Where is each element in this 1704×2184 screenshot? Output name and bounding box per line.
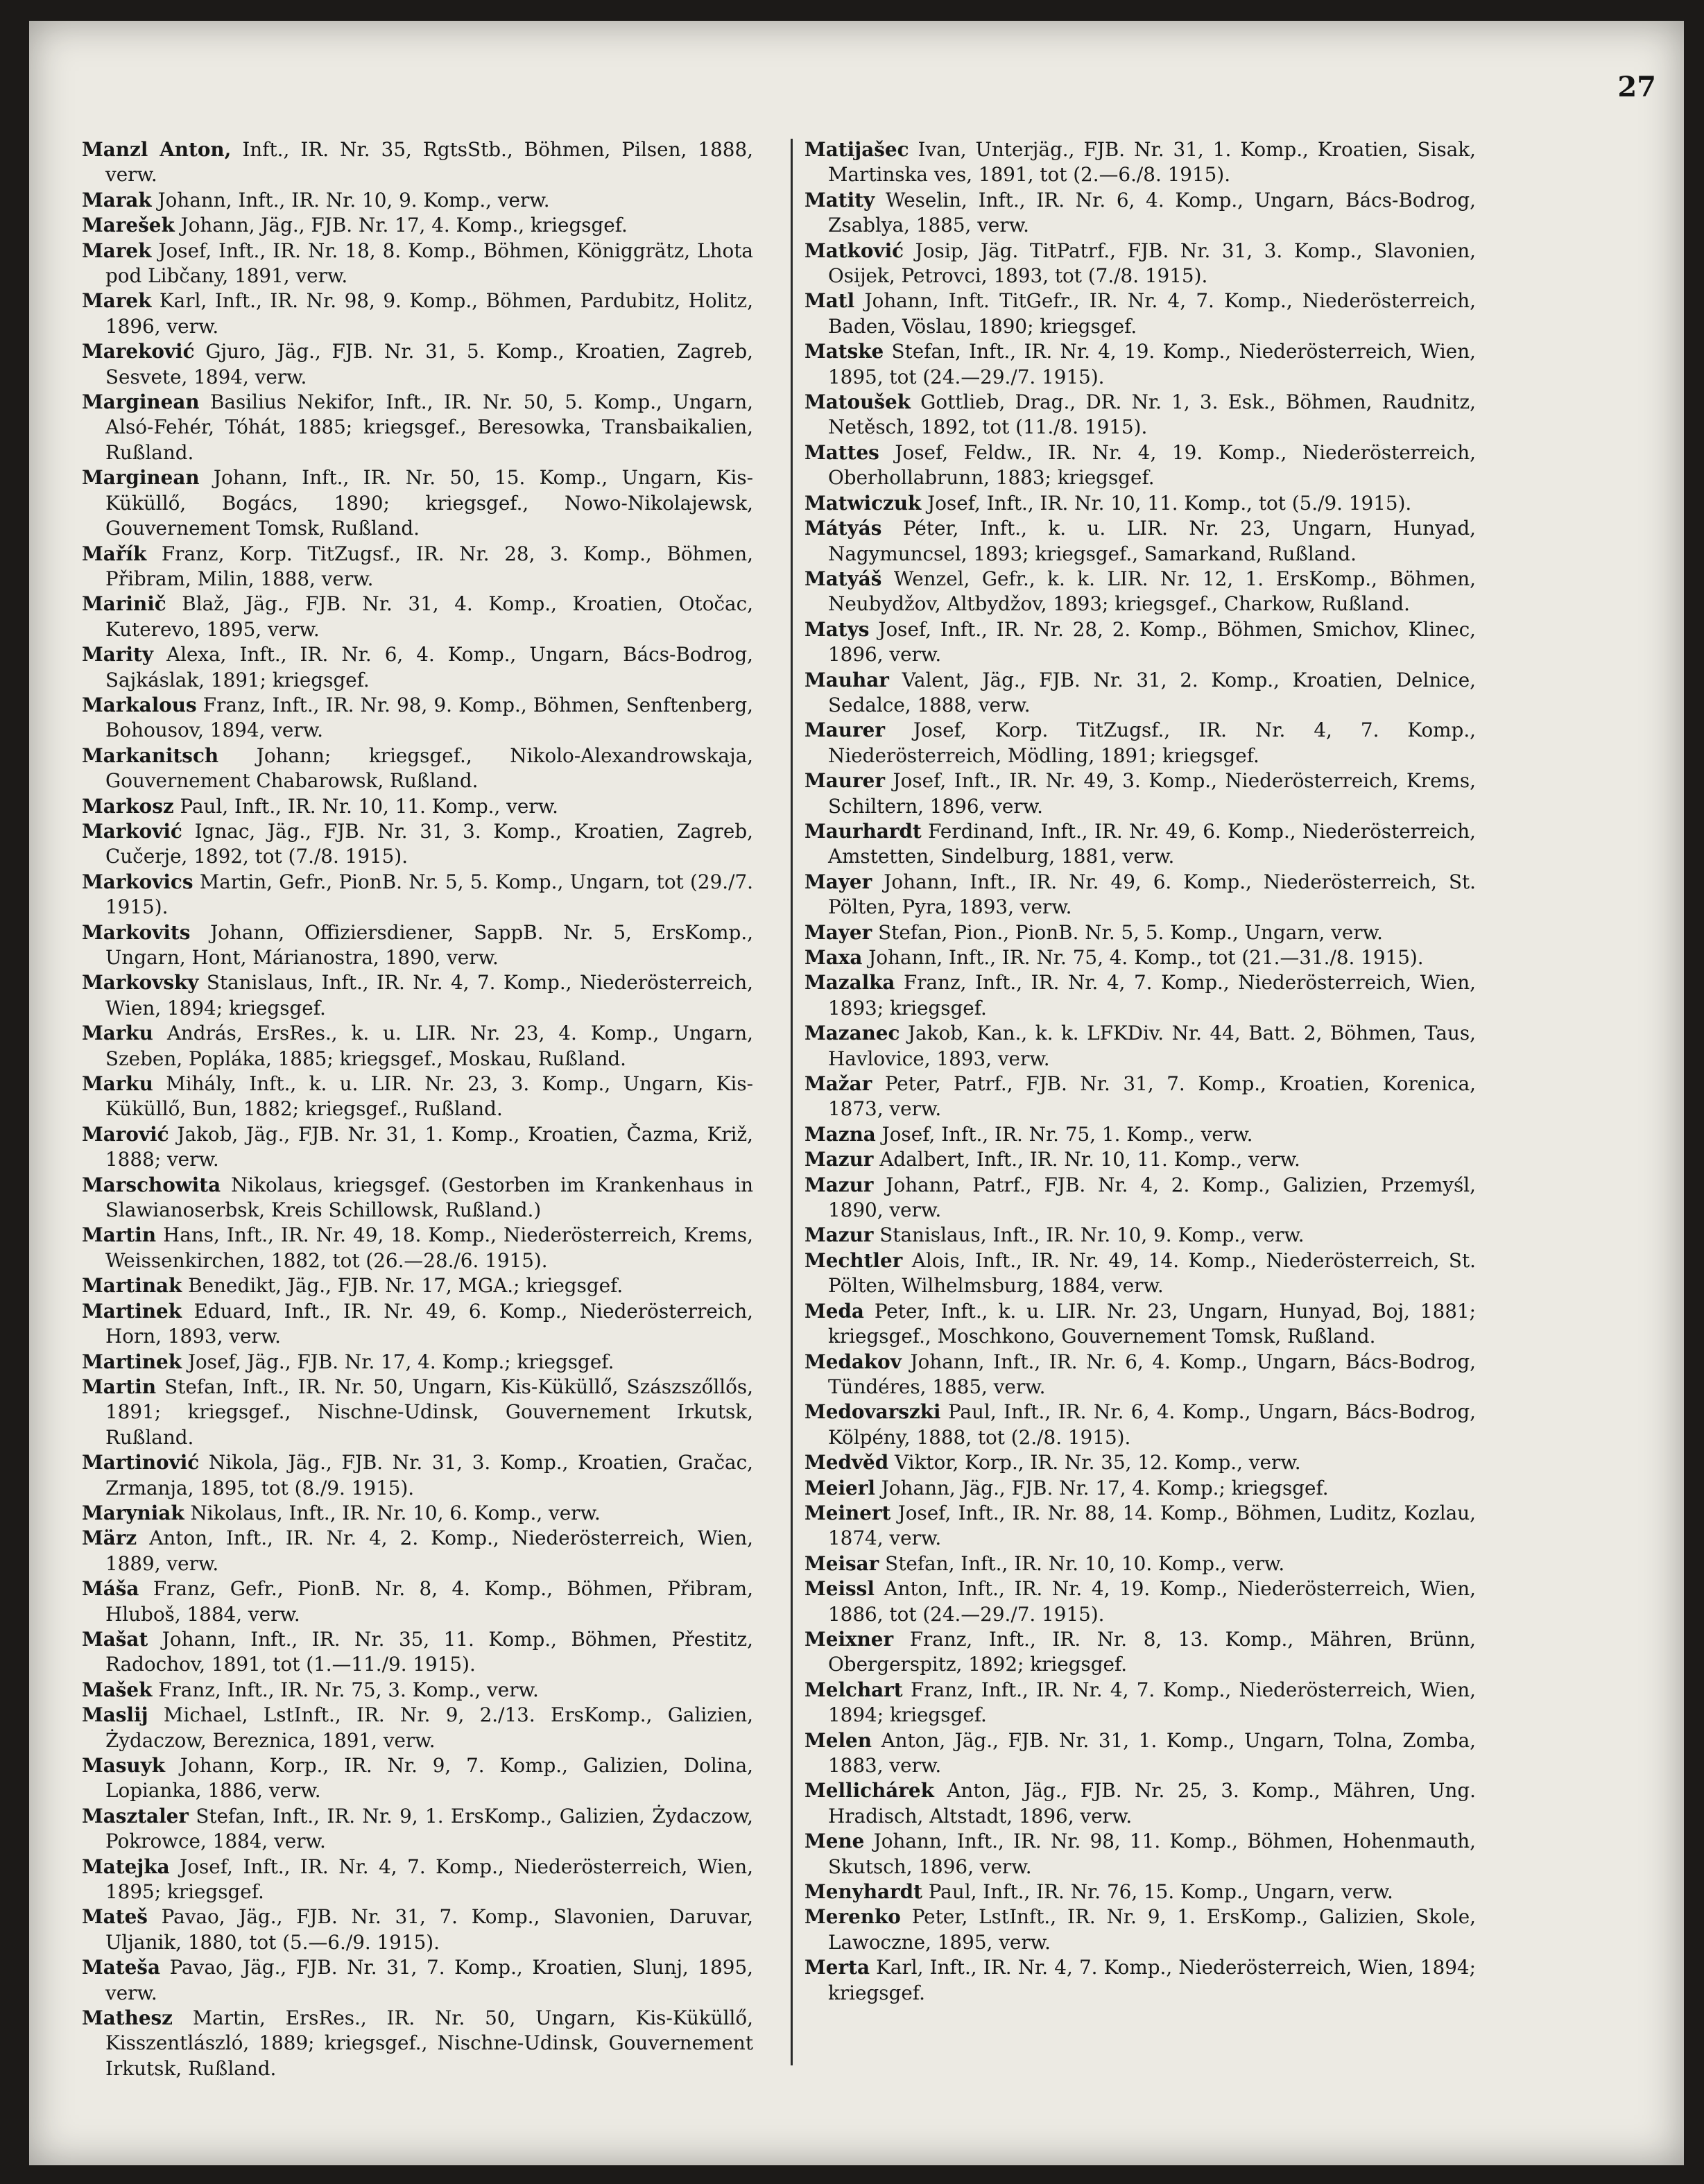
casualty-entry [804,1728,1476,1779]
casualty-entry [82,542,753,592]
entry-surname: Matković [804,239,904,262]
entry-surname: Marku [82,1022,153,1045]
casualty-entry [804,768,1476,819]
entry-details: Michael, LstInft., IR. Nr. 9, 2./13. ErsKomp., Galizien, Żydaczow, Bereznica, 1891, verw. [105,1703,753,1752]
entry-surname: Marak [82,188,152,212]
entry-details: Franz, Korp. TitZugsf., IR. Nr. 28, 3. Komp., Böhmen, Přibram, Milin, 1888, verw. [105,542,753,590]
page-number: 27 [1617,71,1656,103]
casualty-entry [804,188,1476,239]
casualty-entry [804,870,1476,920]
entry-details: Martin, ErsRes., IR. Nr. 50, Ungarn, Kis-Küküllő, Kisszentlászló, 1889; kriegsgef., Nischne-Udinsk, Gouvernement Irkutsk, Rußland. [105,2006,753,2080]
entry-details: Josef, Inft., IR. Nr. 4, 7. Komp., Niederösterreich, Wien, 1895; kriegsgef. [105,1855,753,1904]
entry-surname: Marku [82,1072,153,1096]
entry-surname: Marković [82,819,182,843]
casualty-entry [82,1375,753,1450]
entry-details: Stanislaus, Inft., IR. Nr. 10, 9. Komp., verw. [873,1223,1305,1247]
entry-surname: Mayer [804,920,872,944]
casualty-entry [82,1173,753,1223]
entry-surname: Mazanec [804,1022,900,1045]
entry-surname: Mažar [804,1072,872,1096]
entry-surname: Matwiczuk [804,491,922,515]
entry-surname: Meisar [804,1551,879,1575]
entry-details: Franz, Inft., IR. Nr. 4, 7. Komp., Niederösterreich, Wien, 1894; kriegsgef. [828,1678,1476,1727]
entry-details: Franz, Inft., IR. Nr. 4, 7. Komp., Niederösterreich, Wien, 1893; kriegsgef. [828,971,1476,1020]
casualty-entry [804,137,1476,188]
entry-surname: Mařík [82,542,147,565]
casualty-entry [804,668,1476,719]
entry-surname: Marek [82,239,152,262]
casualty-entry [82,1450,753,1501]
casualty-entry [804,239,1476,289]
entry-details: Viktor, Korp., IR. Nr. 35, 12. Komp., verw. [888,1451,1301,1474]
entry-surname: Mazur [804,1173,874,1196]
entry-surname: Matity [804,188,875,212]
casualty-entry [804,1501,1476,1551]
entry-details: Josef, Inft., IR. Nr. 49, 3. Komp., Niederösterreich, Krems, Schiltern, 1896, verw. [828,769,1476,818]
entry-surname: Mechtler [804,1248,903,1272]
entry-details: Johann, Inft., IR. Nr. 98, 11. Komp., Böhmen, Hohenmauth, Skutsch, 1896, verw. [828,1830,1476,1878]
entry-surname: Manzl Anton, [82,138,232,161]
entry-details: Pavao, Jäg., FJB. Nr. 31, 7. Komp., Slavonien, Daruvar, Uljanik, 1880, tot (5.—6./9. 1915). [105,1905,753,1954]
entry-details: Péter, Inft., k. u. LIR. Nr. 23, Ungarn, Hunyad, Nagymuncsel, 1893; kriegsgef., Samarkand, Rußland. [828,517,1476,565]
entry-surname: Masztaler [82,1804,189,1828]
entry-details: Josef, Feldw., IR. Nr. 4, 19. Komp., Niederösterreich, Oberhollabrunn, 1883; kriegsgef. [828,440,1476,490]
entry-details: Johann, Patrf., FJB. Nr. 4, 2. Komp., Galizien, Przemyśl, 1890, verw. [828,1173,1476,1222]
entry-details: Martin, Gefr., PionB. Nr. 5, 5. Komp., Ungarn, tot (29./7. 1915). [105,870,753,919]
entry-details: Anton, Jäg., FJB. Nr. 25, 3. Komp., Mähren, Ung. Hradisch, Altstadt, 1896, verw. [828,1779,1476,1828]
entry-details: Karl, Inft., IR. Nr. 4, 7. Komp., Niederösterreich, Wien, 1894; kriegsgef. [828,1956,1476,2004]
entry-surname: Meda [804,1299,864,1323]
entry-surname: Martin [82,1375,157,1398]
entry-surname: Mazalka [804,971,895,995]
entry-details: Gottlieb, Drag., DR. Nr. 1, 3. Esk., Böhmen, Raudnitz, Netěsch, 1892, tot (11./8. 1915). [828,390,1476,439]
casualty-entry [804,1678,1476,1728]
entry-surname: Matyáš [804,567,882,590]
entry-details: Pavao, Jäg., FJB. Nr. 31, 7. Komp., Kroatien, Slunj, 1895, verw. [105,1956,753,2004]
entry-surname: Matoušek [804,390,911,414]
entry-surname: Markanitsch [82,743,219,767]
entry-surname: Martinović [82,1451,200,1474]
entry-details: Inft., IR. Nr. 35, RgtsStb., Böhmen, Pilsen, 1888, verw. [105,138,753,187]
entry-details: Stefan, Pion., PionB. Nr. 5, 5. Komp., Ungarn, verw. [872,920,1383,944]
entry-details: Stanislaus, Inft., IR. Nr. 4, 7. Komp., Niederösterreich, Wien, 1894; kriegsgef. [105,971,753,1020]
entry-details: Johann, Inft., IR. Nr. 50, 15. Komp., Ungarn, Kis-Küküllő, Bogács, 1890; kriegsgef., Nowo-Nikolajewsk, Gouvernement Tomsk, Rußland. [105,466,753,540]
entry-details: Wenzel, Gefr., k. k. LIR. Nr. 12, 1. ErsKomp., Böhmen, Neubydžov, Altbydžov, 1893; kriegsgef., Charkow, Rußland. [828,567,1476,616]
entry-details: Franz, Inft., IR. Nr. 75, 3. Komp., verw. [152,1678,539,1701]
book-page [29,21,1684,2165]
entry-details: Anton, Inft., IR. Nr. 4, 19. Komp., Niederösterreich, Wien, 1886, tot (24.—29./7. 1915). [828,1577,1476,1626]
right-column [804,137,1476,2006]
casualty-entry [82,920,753,971]
casualty-entry [804,1880,1476,1904]
entry-surname: Martinak [82,1274,182,1298]
entry-surname: Marginean [82,466,200,490]
entry-surname: Mellichárek [804,1779,934,1803]
entry-details: Johann, Inft. TitGefr., IR. Nr. 4, 7. Komp., Niederösterreich, Baden, Vöslau, 1890; kriegsgef. [828,289,1476,338]
entry-details: Adalbert, Inft., IR. Nr. 10, 11. Komp., verw. [873,1148,1300,1171]
casualty-entry [804,1248,1476,1299]
entry-details: Jakob, Kan., k. k. LFKDiv. Nr. 44, Batt. 2, Böhmen, Taus, Havlovice, 1893, verw. [828,1022,1476,1070]
entry-surname: Mazur [804,1223,874,1247]
entry-surname: Mateša [82,1956,160,1979]
column-divider [791,139,793,2065]
entry-details: Stefan, Inft., IR. Nr. 4, 19. Komp., Niederösterreich, Wien, 1895, tot (24.—29./7. 1915). [828,340,1476,388]
entry-surname: März [82,1527,137,1550]
casualty-entry [82,1904,753,1955]
casualty-entry [804,1476,1476,1501]
entry-surname: Markovics [82,870,193,893]
entry-surname: Maurhardt [804,819,922,843]
casualty-entry [804,1576,1476,1627]
entry-surname: Mateš [82,1905,148,1929]
entry-details: Gjuro, Jäg., FJB. Nr. 31, 5. Komp., Kroatien, Zagreb, Sesvete, 1894, verw. [105,340,753,388]
entry-details: Eduard, Inft., IR. Nr. 49, 6. Komp., Niederösterreich, Horn, 1893, verw. [105,1299,753,1348]
entry-surname: Medakov [804,1350,902,1373]
entry-details: Karl, Inft., IR. Nr. 98, 9. Komp., Böhmen, Pardubitz, Holitz, 1896, verw. [105,289,753,338]
entry-surname: Mašek [82,1678,153,1701]
entry-surname: Mátyás [804,517,882,540]
entry-surname: Medovarszki [804,1400,941,1424]
casualty-entry [82,1501,753,1526]
entry-surname: Marešek [82,214,175,237]
entry-surname: Mašat [82,1627,148,1651]
entry-details: Stefan, Inft., IR. Nr. 50, Ungarn, Kis-Küküllő, Szászszőllős, 1891; kriegsgef., Nischne-Udinsk, Gouvernement Irkutsk, Rußland. [105,1375,753,1449]
entry-details: Josef, Jäg., FJB. Nr. 17, 4. Komp.; kriegsgef. [181,1350,614,1373]
entry-surname: Matijašec [804,138,909,161]
casualty-entry [804,1173,1476,1223]
entry-details: Josef, Inft., IR. Nr. 88, 14. Komp., Böhmen, Luditz, Kozlau, 1874, verw. [828,1501,1476,1550]
entry-surname: Martinek [82,1299,182,1323]
casualty-entry [82,1955,753,2006]
entry-details: Paul, Inft., IR. Nr. 10, 11. Komp., verw. [173,794,558,818]
entry-surname: Melen [804,1728,872,1752]
entry-details: Ignac, Jäg., FJB. Nr. 31, 3. Komp., Kroatien, Zagreb, Cučerje, 1892, tot (7./8. 1915). [105,819,753,868]
entry-details: Valent, Jäg., FJB. Nr. 31, 2. Komp., Kroatien, Delnice, Sedalce, 1888, verw. [828,668,1476,716]
casualty-entry [804,1829,1476,1880]
entry-surname: Meinert [804,1501,891,1524]
casualty-entry [804,491,1476,516]
casualty-entry [804,617,1476,668]
casualty-entry [82,2006,753,2081]
casualty-entry [82,693,753,743]
entry-surname: Mathesz [82,2006,173,2030]
entry-surname: Meixner [804,1627,894,1651]
casualty-entry [82,1576,753,1627]
casualty-entry [82,1753,753,1804]
casualty-entry [804,1021,1476,1072]
entry-surname: Mene [804,1830,865,1853]
casualty-entry [82,1299,753,1350]
casualty-entry [82,1273,753,1298]
casualty-entry [82,1627,753,1678]
entry-details: Stefan, Inft., IR. Nr. 9, 1. ErsKomp., Galizien, Żydaczow, Pokrowce, 1884, verw. [105,1804,753,1853]
casualty-entry [804,920,1476,945]
entry-surname: Medvěd [804,1451,889,1474]
casualty-entry [82,390,753,465]
entry-surname: Martin [82,1223,157,1247]
entry-details: Johann, Jäg., FJB. Nr. 17, 4. Komp.; kriegsgef. [875,1476,1329,1499]
entry-surname: Matys [804,617,870,641]
entry-details: Nikolaus, kriegsgef. (Gestorben im Krankenhaus in Slawianoserbsk, Kreis Schillowsk, Rußland.) [105,1173,753,1222]
casualty-entry [82,1526,753,1576]
entry-details: Johann, Inft., IR. Nr. 35, 11. Komp., Böhmen, Přestitz, Radochov, 1891, tot (1.—11./9. 1915). [105,1627,753,1676]
casualty-entry [804,1350,1476,1400]
entry-surname: Matejka [82,1855,170,1878]
entry-details: Ferdinand, Inft., IR. Nr. 49, 6. Komp., Niederösterreich, Amstetten, Sindelburg, 1881, verw. [828,819,1476,868]
casualty-entry [82,1021,753,1072]
entry-details: Franz, Inft., IR. Nr. 98, 9. Komp., Böhmen, Senftenberg, Bohousov, 1894, verw. [105,693,753,742]
casualty-entry [82,465,753,541]
entry-surname: Mazur [804,1148,874,1171]
entry-details: Josef, Inft., IR. Nr. 18, 8. Komp., Böhmen, Königgrätz, Lhota pod Libčany, 1891, verw. [105,239,753,288]
entry-details: Peter, LstInft., IR. Nr. 9, 1. ErsKomp., Galizien, Skole, Lawoczne, 1895, verw. [828,1905,1476,1954]
entry-surname: Marschowita [82,1173,221,1196]
entry-details: Josip, Jäg. TitPatrf., FJB. Nr. 31, 3. Komp., Slavonien, Osijek, Petrovci, 1893, tot (7./8. 1915). [828,239,1476,288]
casualty-entry [804,390,1476,440]
entry-surname: Martinek [82,1350,182,1373]
entry-details: Josef, Inft., IR. Nr. 28, 2. Komp., Böhmen, Smichov, Klinec, 1896, verw. [828,617,1476,667]
entry-surname: Marginean [82,390,200,414]
entry-details: Peter, Inft., k. u. LIR. Nr. 23, Ungarn, Hunyad, Boj, 1881; kriegsgef., Moschkono, Gouvernement Tomsk, Rußland. [828,1299,1476,1348]
entry-surname: Markalous [82,693,197,716]
entry-surname: Marinič [82,592,166,616]
casualty-entry [804,1299,1476,1350]
casualty-entry [804,339,1476,390]
entry-details: Johann, Jäg., FJB. Nr. 17, 4. Komp., kriegsgef. [174,214,628,237]
entry-details: Alexa, Inft., IR. Nr. 6, 4. Komp., Ungarn, Bács-Bodrog, Sajkáslak, 1891; kriegsgef. [105,643,753,691]
entry-details: Johann, Inft., IR. Nr. 49, 6. Komp., Niederösterreich, St. Pölten, Pyra, 1893, verw. [828,870,1476,919]
casualty-entry [82,1223,753,1273]
casualty-entry [82,743,753,794]
casualty-entry [804,1778,1476,1829]
casualty-entry [82,819,753,870]
entry-details: Johann, Inft., IR. Nr. 10, 9. Komp., verw. [151,188,550,212]
entry-details: Nikolaus, Inft., IR. Nr. 10, 6. Komp., verw. [184,1501,601,1524]
entry-details: Basilius Nekifor, Inft., IR. Nr. 50, 5. Komp., Ungarn, Alsó-Fehér, Tóhát, 1885; kriegsgef., Beresowka, Transbaikalien, Rußland. [105,390,753,464]
casualty-entry [804,516,1476,567]
casualty-entry [82,188,753,213]
entry-surname: Maslij [82,1703,148,1727]
entry-surname: Meissl [804,1577,875,1601]
entry-details: Josef, Inft., IR. Nr. 75, 1. Komp., verw. [875,1122,1253,1146]
entry-details: Nikola, Jäg., FJB. Nr. 31, 3. Komp., Kroatien, Gračac, Zrmanja, 1895, tot (8./9. 1915). [105,1451,753,1499]
entry-details: Ivan, Unterjäg., FJB. Nr. 31, 1. Komp., Kroatien, Sisak, Martinska ves, 1891, tot (2.—6./8. 1915). [828,138,1476,187]
entry-surname: Marity [82,643,153,667]
entry-surname: Marek [82,289,152,313]
entry-surname: Máša [82,1577,139,1601]
casualty-entry [804,1904,1476,1955]
entry-details: Alois, Inft., IR. Nr. 49, 14. Komp., Niederösterreich, St. Pölten, Wilhelmsburg, 1884, verw. [828,1248,1476,1298]
entry-details: Anton, Jäg., FJB. Nr. 31, 1. Komp., Ungarn, Tolna, Zomba, 1883, verw. [828,1728,1476,1777]
entry-surname: Meierl [804,1476,875,1499]
left-column [82,137,753,2081]
entry-details: András, ErsRes., k. u. LIR. Nr. 23, 4. Komp., Ungarn, Szeben, Popláka, 1885; kriegsgef., Moskau, Rußland. [105,1022,753,1070]
entry-details: Peter, Patrf., FJB. Nr. 31, 7. Komp., Kroatien, Korenica, 1873, verw. [828,1072,1476,1121]
entry-surname: Mareković [82,340,195,363]
entry-details: Anton, Inft., IR. Nr. 4, 2. Komp., Niederösterreich, Wien, 1889, verw. [105,1527,753,1575]
entry-surname: Markovsky [82,971,199,995]
entry-surname: Mayer [804,870,872,893]
entry-details: Mihály, Inft., k. u. LIR. Nr. 23, 3. Komp., Ungarn, Kis-Küküllő, Bun, 1882; kriegsgef., Rußland. [105,1072,753,1121]
casualty-entry [804,1551,1476,1576]
entry-surname: Maryniak [82,1501,184,1524]
casualty-entry [804,1147,1476,1172]
casualty-entry [82,339,753,390]
entry-surname: Merenko [804,1905,901,1929]
entry-details: Franz, Inft., IR. Nr. 8, 13. Komp., Mähren, Brünn, Obergerspitz, 1892; kriegsgef. [828,1627,1476,1676]
entry-details: Johann; kriegsgef., Nikolo-Alexandrowskaja, Gouvernement Chabarowsk, Rußland. [105,743,753,793]
entry-surname: Maurer [804,769,885,793]
casualty-entry [82,970,753,1021]
casualty-entry [804,718,1476,768]
casualty-entry [82,213,753,238]
casualty-entry [804,567,1476,617]
casualty-entry [804,289,1476,339]
casualty-entry [82,870,753,920]
entry-surname: Melchart [804,1678,903,1701]
entry-surname: Markovits [82,920,191,944]
entry-surname: Menyhardt [804,1880,922,1904]
casualty-entry [82,1122,753,1173]
casualty-entry [82,642,753,693]
entry-surname: Marović [82,1122,169,1146]
entry-details: Johann, Inft., IR. Nr. 6, 4. Komp., Ungarn, Bács-Bodrog, Tündéres, 1885, verw. [828,1350,1476,1398]
casualty-entry [804,1450,1476,1475]
entry-details: Blaž, Jäg., FJB. Nr. 31, 4. Komp., Kroatien, Otočac, Kuterevo, 1895, verw. [105,592,753,641]
entry-surname: Mattes [804,440,879,464]
entry-details: Franz, Gefr., PionB. Nr. 8, 4. Komp., Böhmen, Přibram, Hluboš, 1884, verw. [105,1577,753,1626]
casualty-entry [804,1627,1476,1678]
casualty-entry [82,1804,753,1855]
casualty-entry [82,137,753,188]
entry-details: Benedikt, Jäg., FJB. Nr. 17, MGA.; kriegsgef. [182,1274,623,1298]
entry-details: Stefan, Inft., IR. Nr. 10, 10. Komp., verw. [879,1551,1285,1575]
entry-details: Johann, Offiziersdiener, SappB. Nr. 5, ErsKomp., Ungarn, Hont, Márianostra, 1890, verw. [105,920,753,969]
casualty-entry [82,1678,753,1703]
casualty-entry [82,794,753,819]
casualty-entry [804,819,1476,870]
entry-surname: Merta [804,1956,870,1979]
entry-details: Josef, Korp. TitZugsf., IR. Nr. 4, 7. Komp., Niederösterreich, Mödling, 1891; kriegsgef. [828,719,1476,767]
casualty-entry [82,592,753,642]
casualty-entry [804,1223,1476,1248]
entry-surname: Maxa [804,946,863,969]
casualty-entry [82,289,753,339]
entry-surname: Mauhar [804,668,889,691]
casualty-entry [804,1072,1476,1122]
entry-details: Hans, Inft., IR. Nr. 49, 18. Komp., Niederösterreich, Krems, Weissenkirchen, 1882, tot (26.—28./6. 1915). [105,1223,753,1272]
entry-details: Jakob, Jäg., FJB. Nr. 31, 1. Komp., Kroatien, Čazma, Križ, 1888; verw. [105,1122,753,1171]
entry-surname: Markosz [82,794,174,818]
entry-details: Paul, Inft., IR. Nr. 76, 15. Komp., Ungarn, verw. [922,1880,1393,1904]
casualty-entry [804,440,1476,491]
casualty-entry [804,945,1476,970]
casualty-entry [82,239,753,289]
casualty-entry [82,1855,753,1905]
entry-details: Johann, Inft., IR. Nr. 75, 4. Komp., tot (21.—31./8. 1915). [862,946,1424,969]
entry-surname: Maurer [804,719,885,742]
casualty-entry [82,1072,753,1122]
casualty-entry [82,1703,753,1753]
entry-surname: Masuyk [82,1754,166,1777]
casualty-entry [804,1400,1476,1450]
casualty-entry [804,1122,1476,1147]
entry-surname: Matl [804,289,855,313]
entry-surname: Matske [804,340,884,363]
entry-details: Weselin, Inft., IR. Nr. 6, 4. Komp., Ungarn, Bács-Bodrog, Zsablya, 1885, verw. [828,188,1476,237]
entry-surname: Mazna [804,1122,876,1146]
casualty-entry [82,1350,753,1375]
casualty-entry [804,1955,1476,2006]
entry-details: Johann, Korp., IR. Nr. 9, 7. Komp., Galizien, Dolina, Lopianka, 1886, verw. [105,1754,753,1803]
casualty-entry [804,970,1476,1021]
entry-details: Josef, Inft., IR. Nr. 10, 11. Komp., tot (5./9. 1915). [921,491,1412,515]
entry-details: Paul, Inft., IR. Nr. 6, 4. Komp., Ungarn, Bács-Bodrog, Kölpény, 1888, tot (2./8. 1915). [828,1400,1476,1449]
